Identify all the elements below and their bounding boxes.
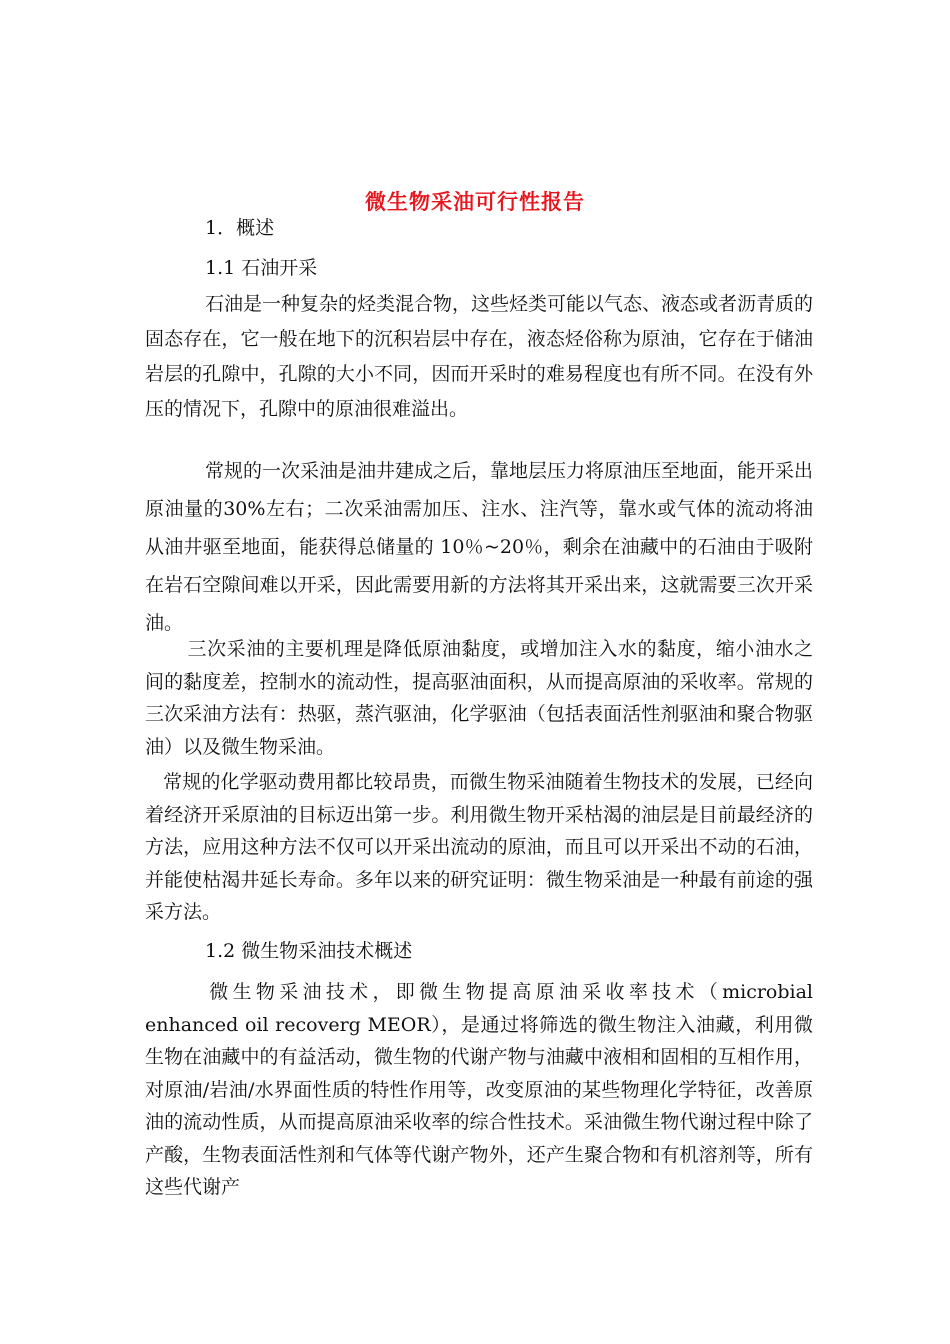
paragraph-text: 常规的化学驱动费用都比较昂贵，而微生物采油随着生物技术的发展，已经向着经济开采原油的目标迈出第一步。利用微生物开采枯渴的油层是目前最经济的方法，应用这种方法不仅可以开采出流动的原油，而且可以开采出不动的石油，并能使枯渴井延长寿命。多年以来的研究证明：微生物采油是一种最有前途的强采方法。 xyxy=(145,771,813,923)
paragraph-oil-intro xyxy=(145,287,813,427)
section-heading-overview: 1．概述 xyxy=(205,217,275,239)
paragraph-tertiary-recovery xyxy=(145,633,813,763)
paragraph-microbial-advantages xyxy=(145,766,813,929)
paragraph-text: 常规的一次采油是油井建成之后，靠地层压力将原油压至地面，能开采出原油量的30%左右；二次采油需加压、注水、注汽等，靠水或气体的流动将油从油井驱至地面，能获得总储量的 10％~20％，剩余在油藏中的石油由于吸附在岩石空隙间难以开采，因此需要用新的方法将其开采出来，这就需要三次开采油。 xyxy=(145,460,814,634)
section-heading-oil-extraction: 1.1 石油开采 xyxy=(205,257,318,279)
document-title: 微生物采油可行性报告 xyxy=(365,190,585,214)
section-heading-meor-overview: 1.2 微生物采油技术概述 xyxy=(205,940,413,962)
paragraph-primary-secondary-recovery xyxy=(145,452,813,642)
paragraph-meor-description xyxy=(145,976,813,1204)
paragraph-text: 微生物采油技术，即微生物提高原油采收率技术（microbial enhanced oil recoverg MEOR），是通过将筛选的微生物注入油藏，利用微生物在油藏中的有益活动，微生物的代谢产物与油藏中液相和固相的互相作用，对原油/岩油/水界面性质的特性作用等，改变原油的某些物理化学特征，改善原油的流动性质，从而提高原油采收率的综合性技术。采油微生物代谢过程中除了产酸，生物表面活性剂和气体等代谢产物外，还产生聚合物和有机溶剂等，所有这些代谢产 xyxy=(145,981,813,1198)
paragraph-text: 石油是一种复杂的烃类混合物，这些烃类可能以气态、液态或者沥青质的固态存在，它一般在地下的沉积岩层中存在，液态烃俗称为原油，它存在于储油岩层的孔隙中，孔隙的大小不同，因而开采时的难易程度也有所不同。在没有外压的情况下，孔隙中的原油很难溢出。 xyxy=(145,293,814,420)
paragraph-text: 三次采油的主要机理是降低原油黏度，或增加注入水的黏度，缩小油水之间的黏度差，控制水的流动性，提高驱油面积，从而提高原油的采收率。常规的三次采油方法有：热驱，蒸汽驱油，化学驱油（包括表面活性剂驱油和聚合物驱油）以及微生物采油。 xyxy=(145,638,813,758)
